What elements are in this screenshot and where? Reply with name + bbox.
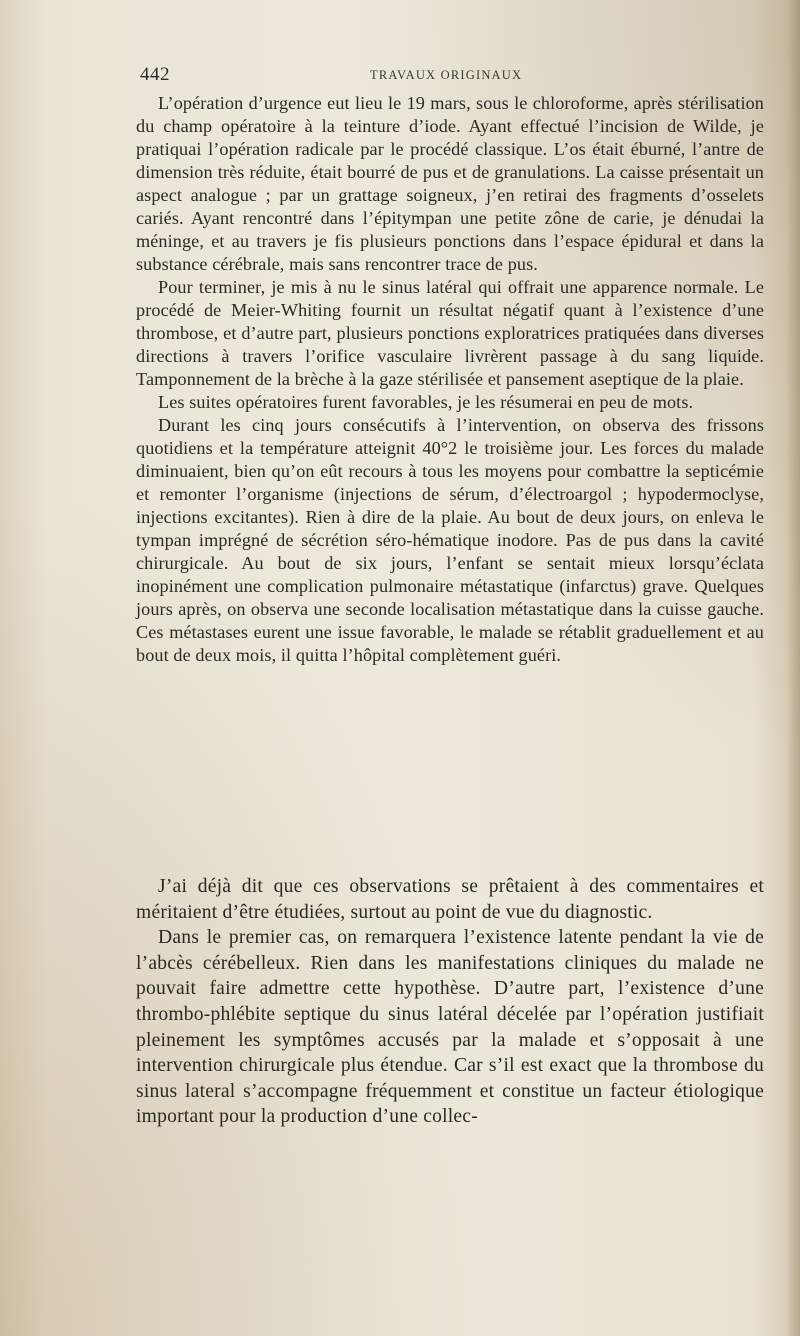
running-head: TRAVAUX ORIGINAUX: [370, 68, 523, 82]
paragraph-sinus: Pour terminer, je mis à nu le sinus latéral qui offrait une apparence normale. Le procédé de Meier-Whiting fournit un résultat négatif quant à l’existence d’une thrombose, et d’autre part, plusieurs ponctions exploratrices pratiquées dans diverses directions à travers l’orifice vasculaire livrèrent passage à du sang liquide. Tamponnement de la brèche à la gaze stérilisée et pansement aseptique de la plaie.: [136, 277, 764, 389]
paragraph-first-case: Dans le premier cas, on remarquera l’existence latente pendant la vie de l’abcès cérébelleux. Rien dans les manifestations cliniques du malade ne pouvait faire admettre cette hypothèse. D’autre part, l’existence d’une thrombo-phlébite septique du sinus latéral décelée par l’opération justifiait pleinement les symptômes accusés par la malade et s’opposait à une intervention chirurgicale plus étendue. Car s’il est exact que la thrombose du sinus lateral s’accompagne fréquemment et constitue un facteur étiologique important pour la production d’une collec-: [136, 927, 764, 1128]
paragraph-course: Durant les cinq jours consécutifs à l’intervention, on observa des frissons quotidiens et la température atteignit 40°2 le troisième jour. Les forces du malade diminuaient, bien qu’on eût recours à tous les moyens pour combattre la septicémie et remonter l’organisme (injections de sérum, d’électroargol ; hypodermoclyse, injections excitantes). Rien à dire de la plaie. Au bout de deux jours, on enleva le tympan imprégné de sécrétion séro-hématique inodore. Pas de pus dans la cavité chirurgicale. Au bout de six jours, l’enfant se sentait mieux lorsqu’éclata inopinément une complication pulmonaire métastatique (infarctus) grave. Quelques jours après, on observa une seconde localisation métastatique dans la cuisse gauche. Ces métastases eurent une issue favorable, le malade se rétablit graduellement et au bout de deux mois, il quitta l’hôpital complètement guéri.: [136, 415, 764, 665]
paragraph-operation: L’opération d’urgence eut lieu le 19 mars, sous le chloroforme, après stérilisation du champ opératoire à la teinture d’iode. Ayant effectué l’incision de Wilde, je pratiquai l’opération radicale par le procédé classique. L’os était éburné, l’antre de dimension très réduite, était bourré de pus et de granulations. La caisse présentait un aspect analogue ; par un grattage soigneux, j’en retirai des fragments d’osselets cariés. Ayant rencontré dans l’épitympan une petite zône de carie, je dénudai la méninge, et au travers je fis plusieurs ponctions dans l’espace épidural et dans la substance cérébrale, mais sans rencontrer trace de pus.: [136, 93, 764, 274]
paragraph-commentary-intro: J’ai déjà dit que ces observations se prêtaient à des commentaires et méritaient d’être étudiées, surtout au point de vue du diagnostic.: [136, 876, 764, 923]
commentary-text: [136, 874, 764, 1130]
paragraph-suites: Les suites opératoires furent favorables, je les résumerai en peu de mots.: [158, 392, 694, 412]
page-header: [136, 64, 764, 88]
case-report-text: [136, 92, 764, 667]
page-edge-shadow: [786, 0, 800, 1336]
page-number: 442: [140, 64, 170, 85]
